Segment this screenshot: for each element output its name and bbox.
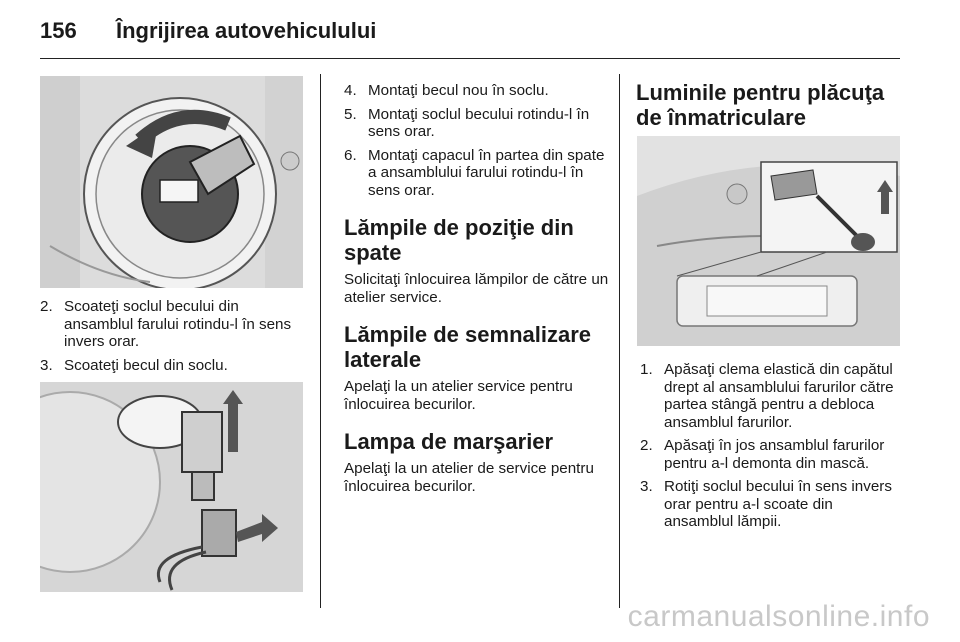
list-item: 3. Scoateţi becul din soclu. xyxy=(40,356,228,374)
column-divider-1 xyxy=(320,74,321,608)
section-body: Apelaţi la un atelier de service pentru înlocuirea becurilor. xyxy=(344,460,594,495)
list-item: 3. Rotiţi soclul becului în sens invers orar pentru a-l scoate din ansamblul lămpii. xyxy=(640,478,892,530)
column-2-content xyxy=(344,82,609,495)
section-heading: Lămpile de poziţie din spate xyxy=(344,215,574,265)
bulb-removal-illustration xyxy=(40,382,303,592)
column-divider-2 xyxy=(619,74,620,608)
page-title: Îngrijirea autovehiculului xyxy=(116,18,377,43)
license-plate-lamp-illustration xyxy=(637,136,900,346)
list-item: 2. Apăsaţi în jos ansamblul farurilor pentru a-l demonta din mască. xyxy=(640,437,885,472)
watermark: carmanualsonline.info xyxy=(627,600,930,633)
section-heading: Lămpile de semnalizare laterale xyxy=(344,322,591,372)
list-item: 4. Montaţi becul nou în soclu. xyxy=(344,82,549,99)
list-item: 5. Montaţi soclul becului rotindu-l în sens orar. xyxy=(344,105,590,140)
column-3-steps xyxy=(640,361,904,537)
section-heading: Luminile pentru plăcuţa de înmatriculare xyxy=(636,80,885,130)
headlamp-socket-illustration xyxy=(40,76,303,288)
section-heading: Lampa de marşarier xyxy=(344,429,554,454)
list-item: 1. Apăsaţi clema elastică din capătul drept al ansamblului farurilor către partea stângă pentru a debloca ansamblul farurilor. xyxy=(640,361,894,431)
page-number: 156 xyxy=(40,18,77,43)
list-item: 6. Montaţi capacul în partea din spate a ansamblului farului rotindu-l în sens orar. xyxy=(344,146,605,199)
column-1-steps xyxy=(40,298,305,380)
section-body: Solicitaţi înlocuirea lămpilor de către un atelier service. xyxy=(344,271,609,306)
section-body: Apelaţi la un atelier service pentru înlocuirea becurilor. xyxy=(344,378,573,413)
list-item: 2. Scoateţi soclul becului din ansamblul farului rotindu-l în sens invers orar. xyxy=(40,298,292,350)
header-rule xyxy=(40,58,900,59)
